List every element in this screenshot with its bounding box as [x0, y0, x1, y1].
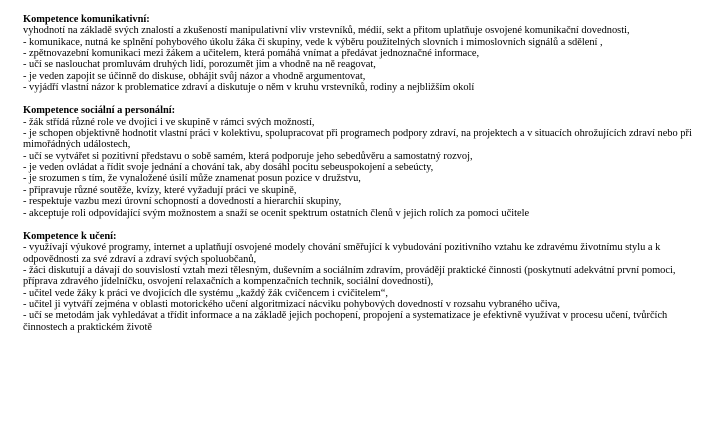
document-body — [23, 14, 695, 333]
section-heading: Kompetence sociální a personální: — [23, 105, 176, 117]
list-item: - je schopen objektivně hodnotit vlastní práci v kolektivu, spolupracovat při programech podpory zdraví, na projektech a v situacích ohrožujících zdraví nebo při mimořádných událostech, — [23, 128, 692, 151]
list-item: - žáci diskutují a dávají do souvislostí vztah mezi tělesným, duševním a sociálním zdravím, provádějí praktické činnosti (poskytnutí adekvátní první pomoci, příprava zdravého jídelníčku, osvojení relaxačních a kompenzačních technik, sociální dovednosti), — [23, 264, 676, 288]
list-item: - učí se vytvářet si pozitivní představu o sobě samém, která podporuje jeho sebedůvěru a samostatný rozvoj, — [23, 150, 473, 162]
list-item: - je srozumen s tím, že vynaložené úsilí může znamenat posun pozice v družstvu, — [23, 173, 361, 185]
list-item: - zpětnovazební komunikaci mezi žákem a učitelem, která pomáhá vnímat a předávat jednoznačné informace, — [23, 48, 480, 60]
section-communicative — [23, 14, 695, 93]
list-item: - respektuje vazbu mezi úrovní schopností a dovedností a hierarchií skupiny, — [23, 196, 342, 208]
list-item: - učitel ji vytváří zejména v oblasti motorického učení algoritmizací nácviku pohybových dovedností v rozsahu vybraného učiva, — [23, 298, 560, 310]
list-item: - komunikace, nutná ke splnění pohybového úkolu žáka či skupiny, vede k výběru použitelných slovních i mimoslovních signálů a sdělení , — [23, 36, 603, 48]
section-social-personal — [23, 105, 695, 218]
list-item: - akceptuje roli odpovídající svým možnostem a snaží se ocenit spektrum ostatních členů v jejich rolích za pomoci učitele — [23, 207, 530, 219]
list-item: - učitel vede žáky k práci ve dvojicích dle systému „každý žák cvičencem i cvičitelem“, — [23, 287, 388, 299]
list-item: - využívají výukové programy, internet a uplatňují osvojené modely chování směřující k vybudování pozitivního vztahu ke zdravému životnímu stylu a k odpovědnosti za své zdraví a zdraví svých spoluobčanů, — [23, 242, 661, 265]
list-item: - vyjádří vlastní názor k problematice zdraví a diskutuje o něm v kruhu vrstevníků, rodiny a nejbližším okolí — [23, 82, 475, 94]
section-heading: Kompetence k učení: — [23, 230, 117, 242]
list-item: - je veden ovládat a řídit svoje jednání a chování tak, aby dosáhl pocitu sebeuspokojení a sebeúcty, — [23, 162, 434, 174]
section-heading: Kompetence komunikativní: — [23, 14, 150, 25]
list-item: - žák střídá různé role ve dvojici i ve skupině v rámci svých možností, — [23, 116, 315, 128]
list-item: vyhodnotí na základě svých znalostí a zkušeností manipulativní vliv vrstevníků, médií, sekt a přitom uplatňuje osvojené komunikační dovednosti, — [23, 25, 630, 37]
list-item: - učí se naslouchat promluvám druhých lidí, porozumět jim a vhodně na ně reagovat, — [23, 59, 376, 71]
list-item: - učí se metodám jak vyhledávat a třídit informace a na základě jejich pochopení, propojení a systematizace je efektivně využívat v procesu učení, tvůrčích činnostech a praktickém životě — [23, 310, 668, 333]
list-item: - připravuje různé soutěže, kvízy, které vyžadují práci ve skupině, — [23, 184, 297, 196]
section-learning — [23, 231, 695, 333]
list-item: - je veden zapojit se účinně do diskuse, obhájit svůj názor a vhodně argumentovat, — [23, 70, 366, 82]
